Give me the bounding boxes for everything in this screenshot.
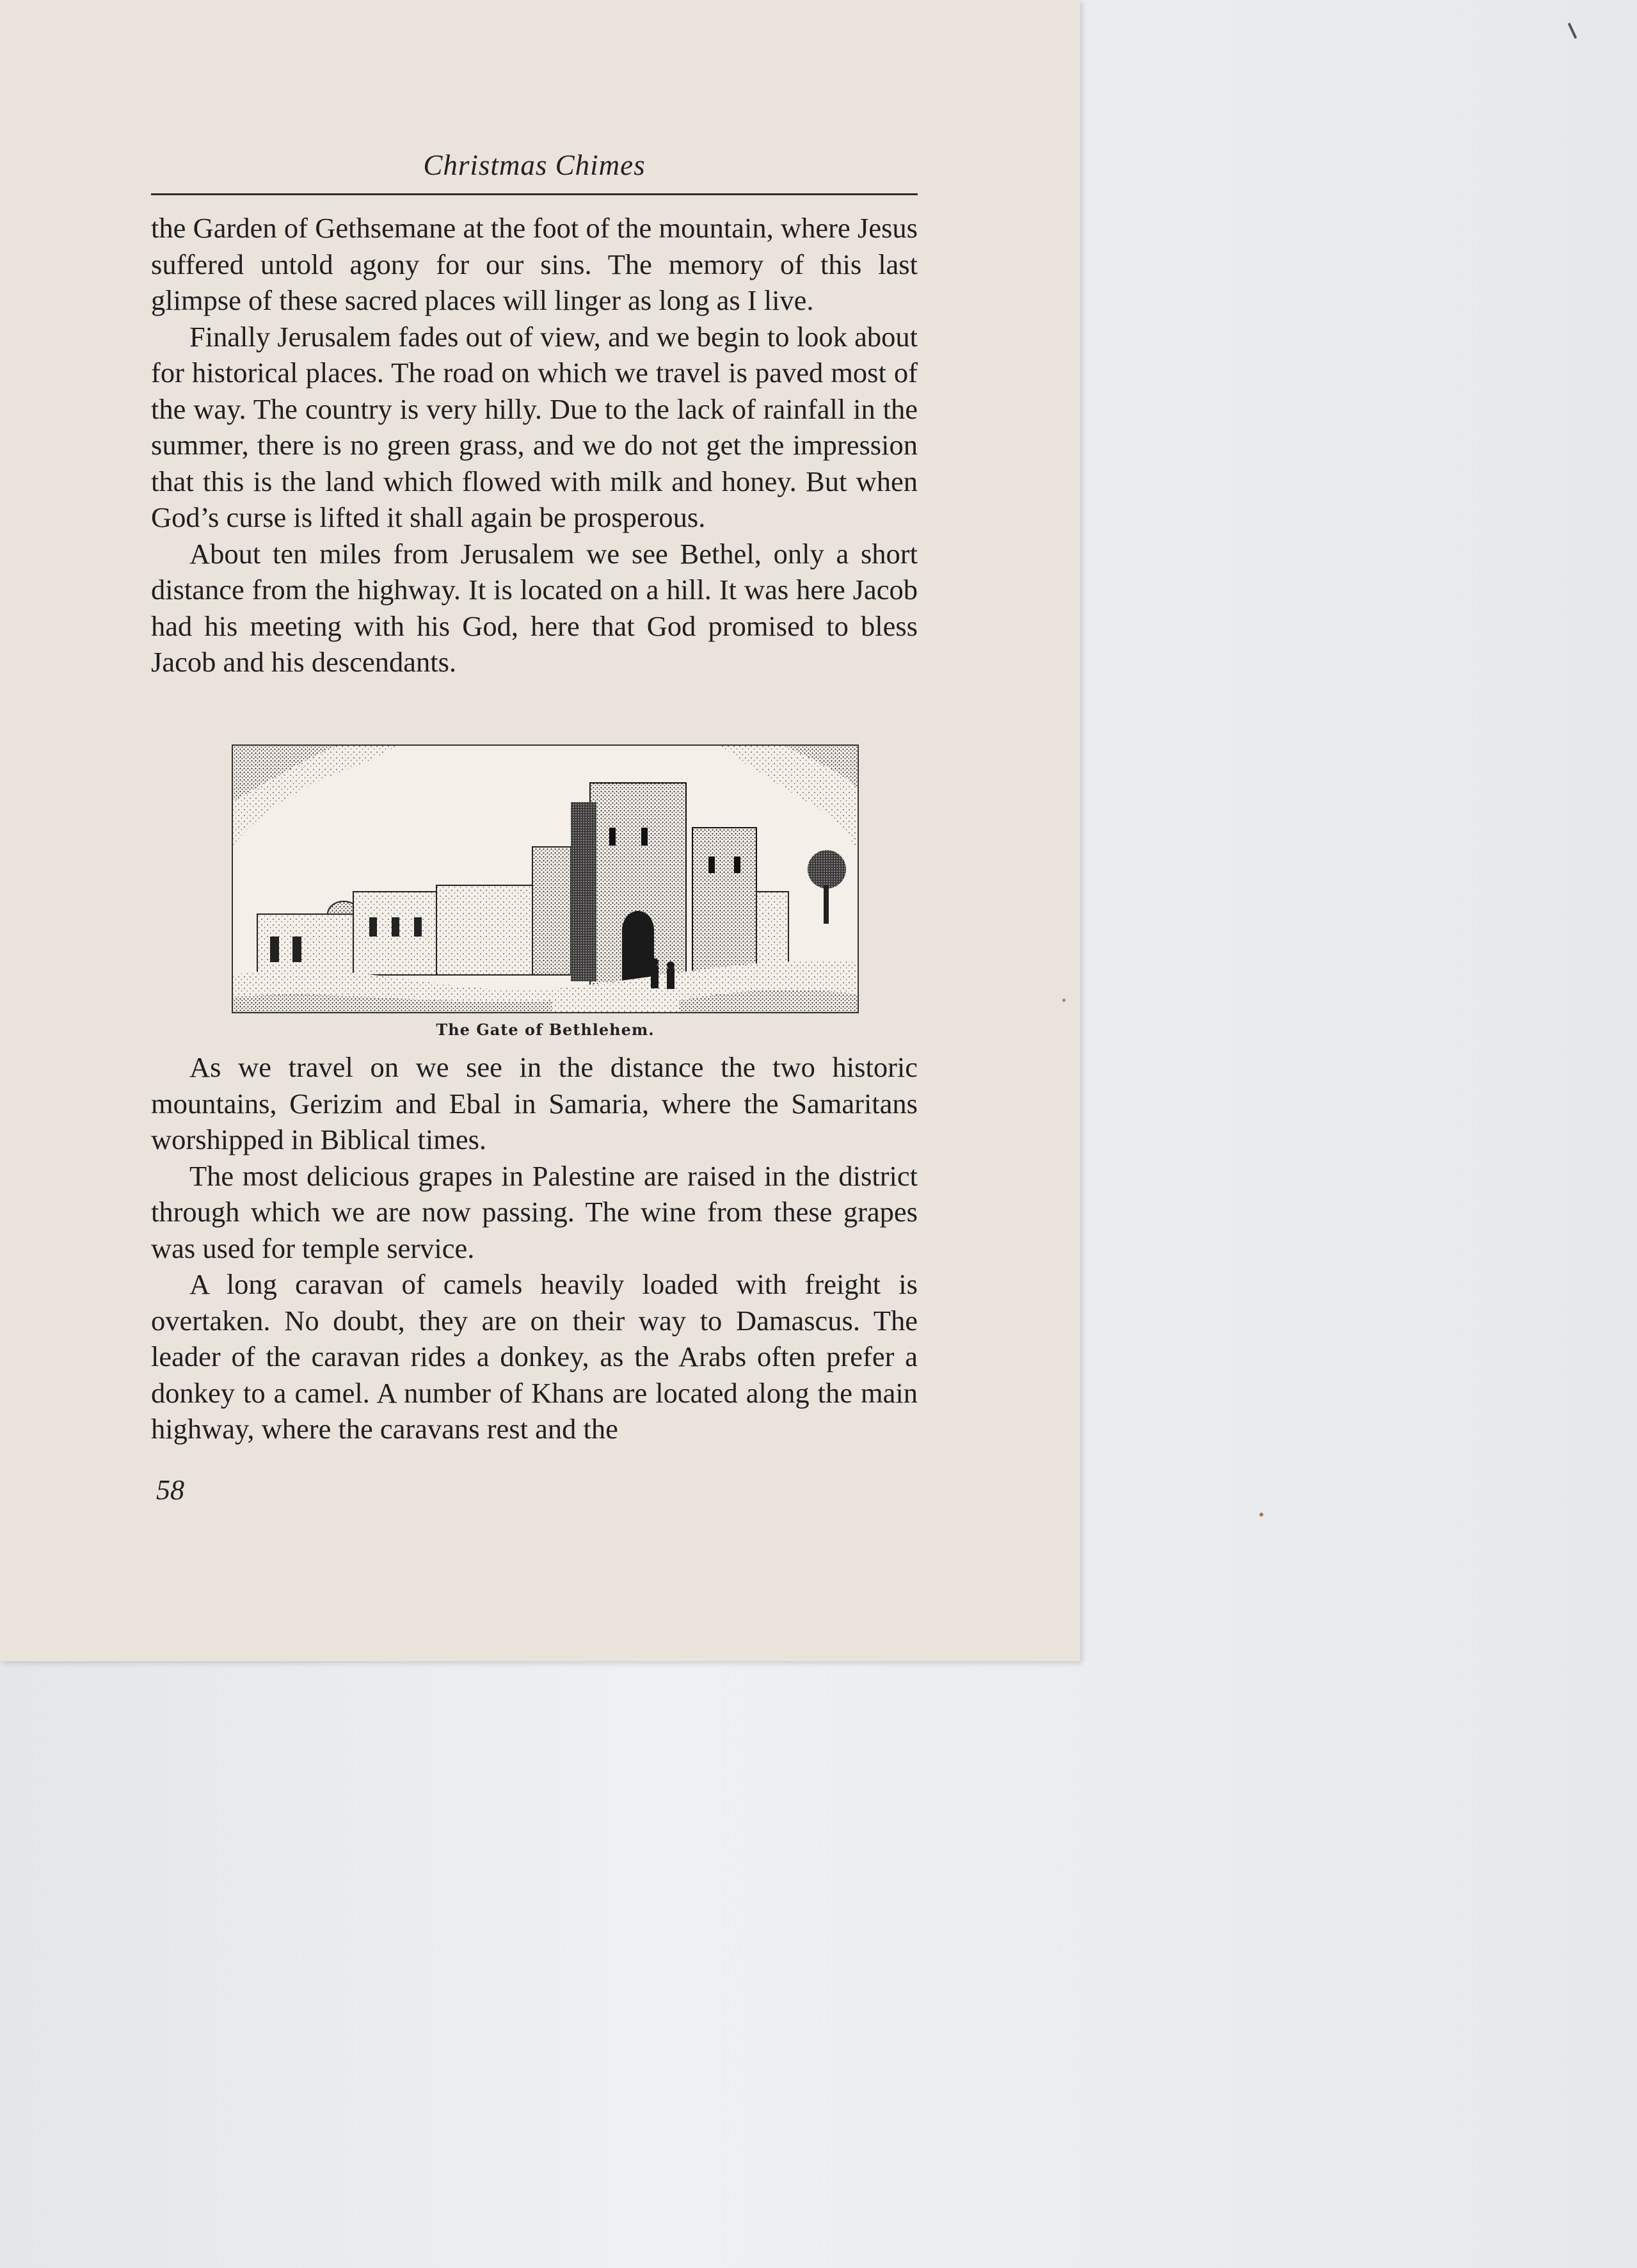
- text-block-top: [151, 210, 918, 680]
- paragraph: the Garden of Gethsemane at the foot of the mountain, where Jesus suffered untold agony for our sins. The memory of this last glimpse of these sacred places will linger as long as I live.: [151, 212, 918, 316]
- scan-speck: [1062, 999, 1066, 1002]
- running-head: Christmas Chimes: [423, 149, 646, 181]
- figure-caption: The Gate of Bethlehem.: [436, 1020, 655, 1039]
- paragraph: A long caravan of camels heavily loaded with freight is overtaken. No doubt, they are on their way to Damascus. The leader of the caravan rides a donkey, as the Arabs often prefer a donkey to a camel. A number of Khans are located along the main highway, where the caravans rest and the: [151, 1268, 918, 1445]
- scan-speck: [1259, 1513, 1263, 1516]
- book-page: [0, 0, 1080, 1661]
- paragraph: About ten miles from Jerusalem we see Bethel, only a short distance from the highway. It is located on a hill. It was here Jacob had his meeting with his God, here that God promised to bless Jacob and his descendants.: [151, 537, 918, 678]
- illustration-gate-of-bethlehem: [232, 744, 859, 1013]
- paragraph: As we travel on we see in the distance the two historic mountains, Gerizim and Ebal in Samaria, where the Samaritans worshipped in Biblical times.: [151, 1051, 918, 1155]
- text-block-bottom: [151, 1049, 918, 1447]
- page-number: 58: [156, 1474, 184, 1506]
- paragraph: Finally Jerusalem fades out of view, and we begin to look about for historical places. The road on which we travel is paved most of the way. The country is very hilly. Due to the lack of rainfall in the summer, there is no green grass, and we do not get the impression that this is the land which flowed with milk and honey. But when God’s curse is lifted it shall again be prosperous.: [151, 320, 918, 533]
- header-rule: [151, 193, 918, 195]
- paragraph: The most delicious grapes in Palestine are raised in the district through which we are now passing. The wine from these grapes was used for temple service.: [151, 1159, 918, 1264]
